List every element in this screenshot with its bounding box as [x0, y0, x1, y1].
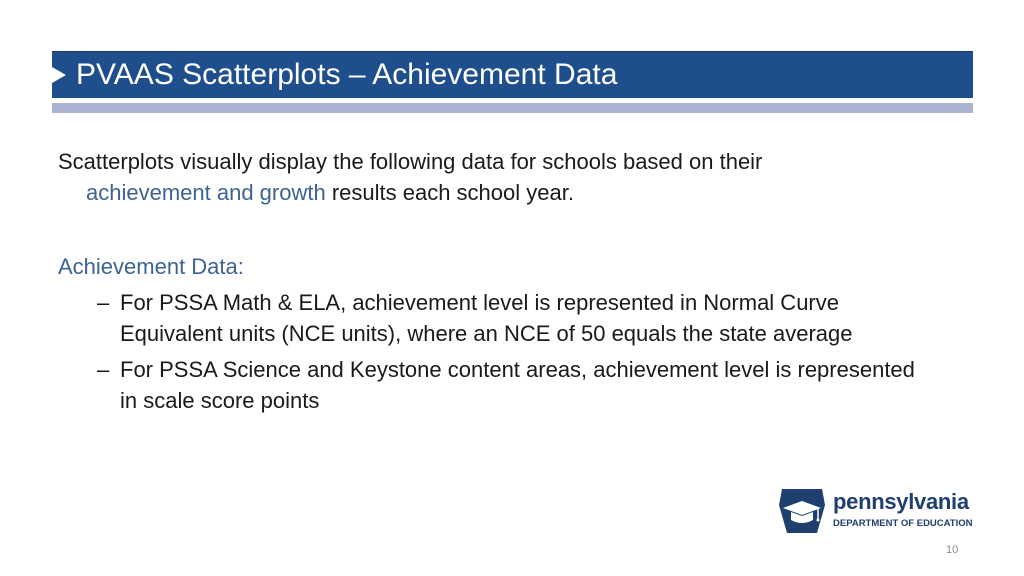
- title-bar: [52, 51, 973, 98]
- bullet-item: [97, 354, 927, 416]
- intro-line-1: Scatterplots visually display the following data for schools based on their: [58, 149, 763, 174]
- slide-title: PVAAS Scatterplots – Achievement Data: [76, 58, 618, 91]
- pa-education-logo: [777, 487, 977, 537]
- intro-line-2: [58, 177, 938, 208]
- intro-highlight: achievement and growth: [86, 180, 326, 205]
- bullet-dash: –: [97, 290, 110, 315]
- title-underline: [52, 103, 973, 113]
- intro-line-2-rest: results each school year.: [325, 180, 574, 205]
- page-number: 10: [946, 544, 959, 556]
- bullet-text: For PSSA Science and Keystone content areas, achievement level is represented in scale score points: [120, 357, 915, 413]
- bullet-text: For PSSA Math & ELA, achievement level is represented in Normal Curve Equivalent units (NCE units), where an NCE of 50 equals the state average: [120, 290, 853, 346]
- achievement-bullet-list: [97, 287, 927, 421]
- logo-wordmark: pennsylvania: [833, 489, 969, 514]
- title-arrow-icon: [52, 67, 66, 83]
- bullet-dash: –: [97, 357, 110, 382]
- achievement-heading: Achievement Data:: [58, 254, 244, 279]
- intro-paragraph: [58, 146, 938, 208]
- bullet-item: [97, 287, 927, 349]
- keystone-graduation-cap-icon: [777, 487, 827, 535]
- logo-subtitle: DEPARTMENT OF EDUCATION: [833, 518, 973, 529]
